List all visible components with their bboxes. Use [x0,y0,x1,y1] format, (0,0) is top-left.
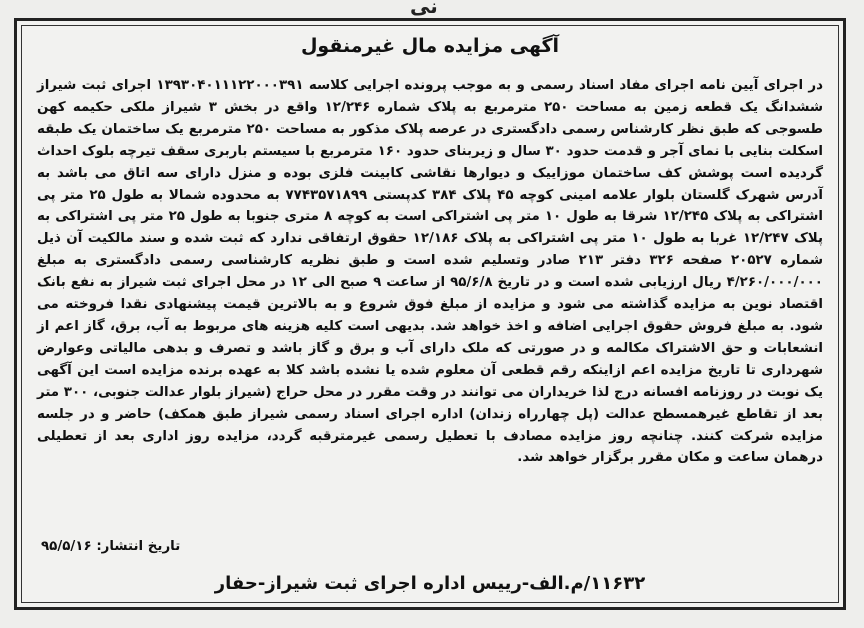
publish-date: تاریخ انتشار: ۹۵/۵/۱۶ [41,539,181,554]
corner-mark: نی [410,0,438,18]
signature-line: ۱۱۶۳۲/م.الف-رییس اداره اجرای ثبت شیراز-حفار [214,573,646,594]
notice-title: آگهی مزایده مال غیرمنقول [300,35,560,57]
notice-frame [14,18,846,610]
notice-body: در اجرای آیین نامه اجرای مفاد اسناد رسمی و به موجب پرونده اجرایی کلاسه ۱۳۹۳۰۴۰۱۱۱۲۲۰۰۰۳۹۱ اجرای ثبت شیراز ششدانگ یک قطعه زمین به مساحت ۲۵۰ مترمربع به پلاک شماره ۱۲/۲۴۶ واقع در بخش ۳ شیراز ملکی حکیمه کهن طسوجی که طبق نظر کارشناس رسمی دادگستری در عرصه پلاک مذکور به مساحت ۲۵۰ مترمربع یک ساختمان یک طبقه اسکلت بنایی با نمای آجر و قدمت حدود ۳۰ سال و زیربنای حدود ۱۶۰ مترمربع با سیستم باربری سقف تیرچه بلوک احداث گردیده است پوشش کف ساختمان موزاییک و دیوارها نقاشی کابینت فلزی بوده و منزل دارای سه اتاق می باشد به آدرس شهرک گلستان بلوار علامه امینی کوچه ۴۵ پلاک ۳۸۴ کدپستی ۷۷۴۳۵۷۱۸۹۹ به محدوده شمالا به طول ۲۵ متر پی اشتراکی به پلاک ۱۲/۲۴۵ شرقا به طول ۱۰ متر پی اشتراکی است به کوچه ۸ متری جنوبا به طول ۲۵ متر پی اشتراکی به پلاک ۱۲/۲۴۷ غربا به طول ۱۰ متر پی اشتراکی به پلاک ۱۲/۱۸۶ حقوق ارتفاقی ندارد که ثبت شده و سند مالکیت آن ذیل شماره ۲۰۵۲۷ صفحه ۳۲۶ دفتر ۲۱۳ صادر وتسلیم شده است و طبق نظریه کارشناسی رسمی دادگستری به مبلغ ۴/۲۶۰/۰۰۰/۰۰۰ ریال ارزیابی شده است و در تاریخ ۹۵/۶/۸ از ساعت ۹ صبح الی ۱۲ در محل اجرای ثبت شیراز به نفع بانک اقتصاد نوین به مزایده گذاشته می شود و مزایده از مبلغ فوق شروع و به بالاترین قیمت پیشنهادی نقدا فروخته می شود. به مبلغ فروش حقوق اجرایی اضافه و اخذ خواهد شد. بدیهی است کلیه هزینه های مربوط به آب، برق، گاز اعم از انشعابات و حق الاشتراک مکالمه و در صورتی که ملک دارای آب و برق و گاز باشد و تصرف و بدهی مالیاتی وعوارض شهرداری تا تاریخ مزایده اعم ازاینکه رقم قطعی آن معلوم شده یا نشده باشد کلا به عهده برنده مزایده است این آگهی یک نوبت در روزنامه افسانه درج لذا خریداران می توانند در وقت مقرر در محل حراج (شیراز بلوار عدالت جنوبی، ۳۰۰ متر بعد از تقاطع غیرهمسطح عدالت (پل چهارراه زندان) اداره اجرای اسناد رسمی شیراز طبق همکف) حاضر و در جلسه مزایده شرکت کنند. چنانچه روز مزایده مصادف با تعطیل رسمی غیرمترقبه گردد، مزایده روز اداری بعد از تعطیلی درهمان ساعت و مکان مقرر برگزار خواهد شد. [37,78,824,466]
